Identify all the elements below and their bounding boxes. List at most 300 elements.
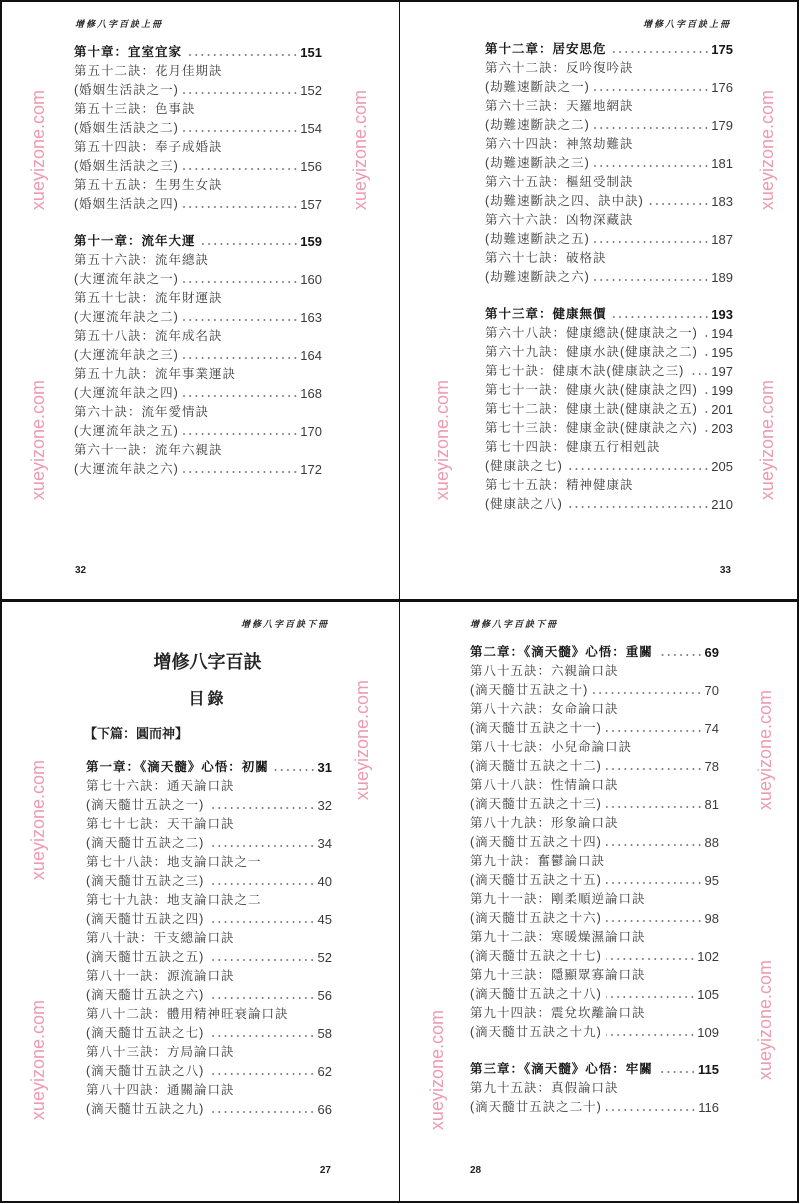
entry-title: 第五十八訣：流年成名訣 [74,329,223,343]
toc-entry [470,983,719,1002]
entry-title: (滴天髓廿五訣之六) [86,988,205,1002]
dot-leader [594,156,709,168]
toc-entry [470,945,719,964]
dot-leader [657,1062,696,1074]
entry-title: 第八十五訣：六親論口訣 [470,664,619,678]
toc-entry [86,908,332,927]
entry-title: 第十一章：流年大運 [74,234,196,248]
entry-title: (滴天髓廿五訣之八) [86,1064,205,1078]
toc-chapter-entry [485,38,733,57]
entry-title: 第十三章：健康無價 [485,307,607,321]
entry-title: (滴天髓廿五訣之十四) [470,835,602,849]
toc-entry [74,401,322,420]
entry-page-number: 70 [704,683,719,698]
toc-entry [485,436,733,455]
toc-entry [86,1098,332,1117]
toc-entry [485,266,733,285]
entry-title: 第七十一訣：健康火訣(健康訣之四) [485,383,698,397]
entry-title: 第八十六訣：女命論口訣 [470,702,619,716]
entry-page-number: 181 [711,156,733,171]
page-28 [399,600,799,1203]
entry-title: (滴天髓廿五訣之二) [86,836,205,850]
toc-chapter-entry [74,41,322,60]
dot-leader [183,272,298,284]
entry-page-number: 115 [698,1062,719,1077]
dot-leader [200,234,299,246]
entry-title: 第九十三訣：隱顯眾寡論口訣 [470,968,646,982]
entry-title: 第九十四訣：震兌坎離論口訣 [470,1006,646,1020]
toc-entry [74,325,322,344]
toc-entry [74,60,322,79]
dot-leader [594,270,709,282]
toc-entry [74,382,322,401]
toc-entry [470,736,719,755]
toc-entry [74,458,322,477]
entry-title: (大運流年訣之五) [74,424,179,438]
entry-title: 第八十三訣：方局論口訣 [86,1045,235,1059]
entry-title: (滴天髓廿五訣之十一) [470,721,602,735]
entry-title: 第一章：《滴天髓》心悟：初關 [86,760,269,774]
toc-entry [86,832,332,851]
toc-entry [470,698,719,717]
running-head: 增修八字百訣上冊 [75,19,164,29]
entry-page-number: 109 [697,1025,719,1040]
toc-entry [470,831,719,850]
entry-page-number: 163 [300,310,322,325]
entry-page-number: 102 [697,949,719,964]
toc-entry [86,794,332,813]
entry-page-number: 66 [317,1102,332,1117]
entry-title: 第五十九訣：流年事業運訣 [74,367,237,381]
dot-leader [567,497,709,509]
entry-title: (滴天髓廿五訣之九) [86,1102,205,1116]
toc-entry [74,98,322,117]
entry-title: (劫難速斷訣之二) [485,118,590,132]
toc-entry [485,379,733,398]
entry-title: 第十二章：居安思危 [485,42,607,56]
entry-page-number: 78 [704,759,719,774]
page-number: 33 [719,565,731,576]
entry-page-number: 62 [317,1064,332,1079]
toc-entry [74,439,322,458]
entry-title: (大運流年訣之一) [74,272,179,286]
dot-leader [606,873,703,885]
entry-page-number: 189 [711,270,733,285]
entry-page-number: 56 [317,988,332,1003]
entry-title: (大運流年訣之三) [74,348,179,362]
entry-title: (滴天髓廿五訣之十三) [470,797,602,811]
toc-entry [86,1022,332,1041]
entry-title: 第六十二訣：反吟復吟訣 [485,61,634,75]
toc-entry [86,1041,332,1060]
toc-list [485,38,733,512]
entry-title: (劫難速斷訣之一) [485,80,590,94]
watermark: xueyizone.com [757,380,777,501]
dot-leader [606,835,703,847]
entry-page-number: 195 [711,345,733,360]
entry-page-number: 179 [711,118,733,133]
dot-leader [606,949,695,961]
toc-entry [470,793,719,812]
dot-leader [657,645,703,657]
toc-entry [470,926,719,945]
dot-leader [688,364,709,376]
dot-leader [183,310,298,322]
toc-entry [74,174,322,193]
entry-title: 第七十九訣：地支論口訣之二 [86,893,262,907]
toc-entry [485,152,733,171]
entry-page-number: 105 [697,987,719,1002]
entry-page-number: 193 [711,307,733,322]
toc-entry [485,57,733,76]
dot-leader [273,760,316,772]
entry-page-number: 98 [704,911,719,926]
toc-entry [485,341,733,360]
entry-page-number: 197 [711,364,733,379]
entry-page-number: 74 [704,721,719,736]
page-number: 27 [319,1165,331,1176]
toc-chapter-entry [470,1058,719,1077]
entry-title: (婚姻生活訣之一) [74,83,179,97]
dot-leader [208,1064,315,1076]
dot-leader [567,459,709,471]
toc-entry [470,1077,719,1096]
toc-entry [470,1002,719,1021]
entry-page-number: 157 [300,197,322,212]
entry-page-number: 152 [300,83,322,98]
entry-title: 第六十五訣：樞紐受制訣 [485,175,634,189]
entry-title: (大運流年訣之四) [74,386,179,400]
entry-title: 第七十二訣：健康土訣(健康訣之五) [485,402,698,416]
toc-entry [74,79,322,98]
entry-page-number: 32 [317,798,332,813]
entry-title: (滴天髓廿五訣之十九) [470,1025,602,1039]
dot-leader [702,383,709,395]
book-title: 增修八字百訣 [153,652,262,672]
toc-entry [485,171,733,190]
entry-page-number: 151 [300,45,322,60]
dot-leader [702,421,709,433]
toc-entry [470,774,719,793]
toc-entry [485,95,733,114]
watermark: xueyizone.com [427,1010,447,1131]
dot-leader [606,721,703,733]
dot-leader [606,797,703,809]
toc-entry [74,306,322,325]
toc-list [74,41,322,477]
entry-title: 第二章：《滴天髓》心悟：重關 [470,645,653,659]
toc-entry [74,268,322,287]
entry-title: 第五十五訣：生男生女訣 [74,178,223,192]
entry-page-number: 187 [711,232,733,247]
entry-title: 第六十訣：流年愛情訣 [74,405,210,419]
dot-leader [208,874,315,886]
entry-title: 第六十四訣：神煞劫難訣 [485,137,634,151]
toc-entry [485,398,733,417]
entry-title: (滴天髓廿五訣之十六) [470,911,602,925]
entry-page-number: 164 [300,348,322,363]
toc-entry [485,209,733,228]
entry-page-number: 31 [317,760,332,775]
entry-title: 第九十訣：奮鬱論口訣 [470,854,606,868]
toc-entry [470,888,719,907]
entry-page-number: 40 [317,874,332,889]
entry-page-number: 210 [711,497,733,512]
toc-entry [74,363,322,382]
dot-leader [611,307,710,319]
dot-leader [183,424,298,436]
toc-chapter-entry [86,756,332,775]
toc-entry [470,869,719,888]
toc-entry [86,813,332,832]
toc-entry [485,455,733,474]
dot-leader [208,950,315,962]
toc-entry [86,851,332,870]
toc-entry [86,946,332,965]
entry-title: (滴天髓廿五訣之四) [86,912,205,926]
entry-title: 第七十三訣：健康金訣(健康訣之六) [485,421,698,435]
toc-entry [485,190,733,209]
running-head: 增修八字百訣下冊 [240,619,329,629]
entry-title: 第八十九訣：形象論口訣 [470,816,619,830]
entry-title: 第七十七訣：天干論口訣 [86,817,235,831]
dot-leader [183,197,298,209]
dot-leader [208,912,315,924]
dot-leader [606,1025,695,1037]
entry-title: 第八十二訣：體用精神旺衰論口訣 [86,1007,289,1021]
entry-title: (婚姻生活訣之三) [74,159,179,173]
entry-page-number: 116 [698,1100,719,1115]
toc-entry [485,228,733,247]
entry-title: 第七十六訣：通天論口訣 [86,779,235,793]
toc-entry [74,193,322,212]
entry-title: (滴天髓廿五訣之十二) [470,759,602,773]
page-27 [0,600,400,1203]
dot-leader [611,42,710,54]
entry-page-number: 194 [711,326,733,341]
dot-leader [594,232,709,244]
toc-entry [86,1003,332,1022]
toc-chapter-entry [485,303,733,322]
entry-title: (劫難速斷訣之六) [485,270,590,284]
entry-title: (劫難速斷訣之五) [485,232,590,246]
toc-entry [74,344,322,363]
toc-entry [74,117,322,136]
entry-title: (滴天髓廿五訣之十七) [470,949,602,963]
watermark: xueyizone.com [350,90,370,211]
entry-title: 第七十八訣：地支論口訣之一 [86,855,262,869]
entry-title: 第六十七訣：破格訣 [485,251,607,265]
entry-title: (劫難速斷訣之三) [485,156,590,170]
page-number: 28 [470,1165,482,1176]
entry-title: 第六十六訣：凶物深藏訣 [485,213,634,227]
entry-title: 第八十一訣：源流論口訣 [86,969,235,983]
entry-title: 第六十一訣：流年六親訣 [74,443,223,457]
dot-leader [183,83,298,95]
entry-page-number: 52 [317,950,332,965]
toc-entry [470,1096,719,1115]
dot-leader [702,326,709,338]
entry-title: 第九十一訣：剛柔順逆論口訣 [470,892,646,906]
entry-page-number: 81 [704,797,719,812]
watermark: xueyizone.com [28,380,48,501]
entry-page-number: 160 [300,272,322,287]
toc-entry [86,1079,332,1098]
dot-leader [594,80,709,92]
toc-entry [485,76,733,95]
toc-entry [485,360,733,379]
entry-title: (滴天髓廿五訣之十八) [470,987,602,1001]
entry-title: (滴天髓廿五訣之五) [86,950,205,964]
part-heading: 【下篇：圓而神】 [84,726,189,741]
dot-leader [208,836,315,848]
toc-entry [86,927,332,946]
entry-page-number: 156 [300,159,322,174]
toc-entry [74,155,322,174]
toc-entry [74,136,322,155]
toc-entry [485,322,733,341]
entry-page-number: 175 [711,42,733,57]
entry-title: (滴天髓廿五訣之三) [86,874,205,888]
toc-entry [86,984,332,1003]
dot-leader [183,159,298,171]
dot-leader [594,118,709,130]
watermark: xueyizone.com [755,960,775,1081]
watermark: xueyizone.com [757,90,777,211]
entry-title: 第五十六訣：流年總訣 [74,253,210,267]
toc-entry [485,474,733,493]
entry-title: 第五十七訣：流年財運訣 [74,291,223,305]
entry-title: 第九十五訣：真假論口訣 [470,1081,619,1095]
toc-title: 目錄 [188,691,227,708]
entry-page-number: 203 [711,421,733,436]
toc-entry [86,1060,332,1079]
entry-page-number: 172 [300,462,322,477]
entry-title: (健康訣之七) [485,459,563,473]
running-head: 增修八字百訣上冊 [642,19,731,29]
entry-page-number: 176 [711,80,733,95]
dot-leader [183,462,298,474]
toc-entry [485,114,733,133]
toc-entry [470,755,719,774]
dot-leader [606,987,695,999]
dot-leader [183,121,298,133]
entry-title: 第八十七訣：小兒命論口訣 [470,740,633,754]
dot-leader [606,911,703,923]
dot-leader [606,759,703,771]
watermark: xueyizone.com [28,90,48,211]
entry-page-number: 205 [711,459,733,474]
entry-page-number: 170 [300,424,322,439]
toc-chapter-entry [470,641,719,660]
toc-entry [485,247,733,266]
page-33 [399,0,799,601]
toc-entry [86,870,332,889]
toc-entry [470,717,719,736]
toc-entry [86,889,332,908]
entry-title: (滴天髓廿五訣之七) [86,1026,205,1040]
watermark: xueyizone.com [432,380,452,501]
dot-leader [208,798,315,810]
dot-leader [592,683,702,695]
running-head: 增修八字百訣下冊 [470,619,559,629]
toc-entry [485,493,733,512]
entry-title: (大運流年訣之二) [74,310,179,324]
entry-page-number: 88 [704,835,719,850]
toc-entry [74,420,322,439]
entry-page-number: 199 [711,383,733,398]
entry-page-number: 95 [704,873,719,888]
watermark: xueyizone.com [28,1000,48,1121]
toc-entry [470,812,719,831]
toc-entry [470,907,719,926]
entry-title: 第八十八訣：性情論口訣 [470,778,619,792]
entry-page-number: 183 [711,194,733,209]
entry-page-number: 58 [317,1026,332,1041]
entry-title: (婚姻生活訣之二) [74,121,179,135]
toc-list [470,641,719,1115]
toc-entry [470,679,719,698]
toc-entry [74,249,322,268]
toc-entry [470,850,719,869]
watermark: xueyizone.com [28,760,48,881]
page-number: 32 [75,565,87,576]
page-32 [0,0,400,601]
dot-leader [183,348,298,360]
watermark: xueyizone.com [755,690,775,811]
entry-page-number: 201 [711,402,733,417]
dot-leader [702,402,709,414]
entry-title: (滴天髓廿五訣之十五) [470,873,602,887]
toc-entry [470,660,719,679]
dot-leader [702,345,709,357]
dot-leader [648,194,709,206]
dot-leader [183,386,298,398]
entry-title: 第五十二訣：花月佳期訣 [74,64,223,78]
dot-leader [606,1100,696,1112]
entry-page-number: 159 [300,234,322,249]
entry-title: (滴天髓廿五訣之十) [470,683,589,697]
entry-title: 第五十四訣：奉子成婚訣 [74,140,223,154]
toc-entry [86,775,332,794]
toc-entry [485,133,733,152]
toc-entry [485,417,733,436]
entry-page-number: 34 [317,836,332,851]
entry-title: 第六十八訣：健康總訣(健康訣之一) [485,326,698,340]
toc-entry [86,965,332,984]
entry-title: 第五十三訣：色事訣 [74,102,196,116]
entry-title: 第七十五訣：精神健康訣 [485,478,634,492]
toc-chapter-entry [74,230,322,249]
entry-title: (滴天髓廿五訣之二十) [470,1100,602,1114]
entry-page-number: 69 [704,645,719,660]
entry-title: 第七十四訣：健康五行相剋訣 [485,440,661,454]
toc-list [86,756,332,1117]
entry-page-number: 154 [300,121,322,136]
entry-title: 第七十訣：健康木訣(健康訣之三) [485,364,685,378]
toc-entry [470,964,719,983]
entry-title: 第八十四訣：通關論口訣 [86,1083,235,1097]
entry-page-number: 168 [300,386,322,401]
entry-title: (劫難速斷訣之四、訣中訣) [485,194,644,208]
dot-leader [208,1102,315,1114]
entry-title: 第六十九訣：健康水訣(健康訣之二) [485,345,698,359]
entry-title: 第十章：宜室宜家 [74,45,183,59]
entry-title: 第九十二訣：寒暖燥濕論口訣 [470,930,646,944]
dot-leader [186,45,298,57]
entry-title: 第三章：《滴天髓》心悟：牢關 [470,1062,653,1076]
entry-title: (健康訣之八) [485,497,563,511]
